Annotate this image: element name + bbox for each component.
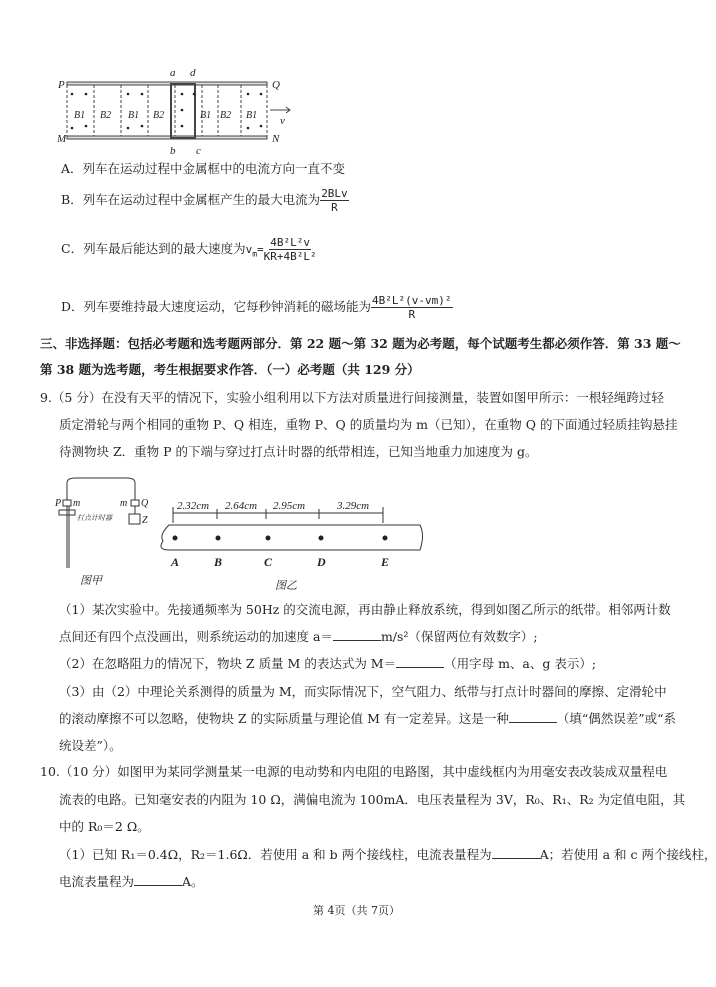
q10-line2: 流表的电路。已知毫安表的内阻为 10 Ω，满偏电流为 100mA．电压表量程为 3V，R₀、R₁、R₂ 为定值电阻，其 — [59, 792, 686, 807]
tape-point-D — [319, 536, 324, 541]
answer-blank[interactable] — [333, 628, 381, 641]
q9-part3-line1: （3）由（2）中理论关系测得的质量为 M，而实际情况下，空气阻力、纸带与打点计时器间的摩擦、定滑轮中 — [59, 684, 667, 699]
label-N: N — [272, 133, 280, 145]
q9-part1-line2 — [59, 628, 538, 646]
option-c: C．列车最后能达到的最大速度为$v_m=$ $\frac{\text{4B²L²v}}{\text{KR+4B²L²}}$ — [61, 236, 317, 263]
vm-subscript: m — [252, 249, 258, 259]
label-Q: Q — [141, 498, 149, 509]
q9-part2-hint: （用字母 m、a、g 表示）; — [444, 656, 597, 671]
tape-point-E — [383, 536, 388, 541]
q10-part1-text2: A；若使用 a 和 c 两个接线柱， — [539, 847, 716, 862]
option-c-fraction — [264, 236, 317, 263]
section-heading-line1: 三、非选择题：包括必考题和选考题两部分．第 22 题～第 32 题为必考题，每个试题考生都必须作答．第 33 题～ — [40, 336, 681, 351]
field-label: B2 — [220, 110, 232, 121]
q10-part1-text3: 电流表量程为 — [59, 874, 135, 889]
answer-blank[interactable] — [492, 846, 540, 859]
figure-magnetic-track — [58, 62, 298, 158]
distance-CD: 2.95cm — [273, 500, 306, 512]
label-P: P — [55, 498, 62, 509]
fraction-denominator: R — [331, 201, 338, 214]
label-d: d — [190, 67, 196, 79]
figure-paper-tape — [155, 495, 430, 595]
q9-part3-hint: （填“偶然误差”或“系 — [556, 711, 677, 726]
label-D: D — [317, 555, 326, 569]
label-a: a — [170, 67, 176, 79]
q10-part1-line1 — [59, 846, 716, 864]
option-d-fraction — [371, 294, 452, 321]
label-E: E — [381, 555, 390, 569]
answer-blank[interactable] — [509, 710, 557, 723]
q9-part2 — [59, 655, 596, 673]
label-c: c — [196, 145, 201, 157]
q10-part1-unit: A。 — [182, 874, 204, 889]
label-Q: Q — [272, 79, 280, 91]
label-M: M — [57, 133, 67, 145]
option-a: A．列车在运动过程中金属框中的电流方向一直不变 — [61, 161, 346, 176]
option-b-text: B．列车在运动过程中金属框产生的最大电流为 — [61, 192, 321, 207]
fraction-numerator: 4B²L²(v-vm)² — [372, 294, 452, 307]
q9-part3-text: 的滚动摩擦不可以忽略，使物块 Z 的实际质量与理论值 M 有一定差异。这是一种 — [59, 711, 509, 726]
answer-blank[interactable] — [396, 655, 444, 668]
caption-yi: 图乙 — [275, 580, 297, 592]
label-B: B — [214, 555, 223, 569]
option-c-text: C．列车最后能达到的最大速度为 — [61, 241, 246, 256]
label-Z: Z — [142, 515, 148, 526]
label-v: v — [280, 115, 285, 127]
q9-part1-line1: （1）某次实验中。先接通频率为 50Hz 的交流电源，再由静止释放系统，得到如图乙所示的纸带。相邻两计数 — [59, 602, 671, 617]
option-d-text: D．列车要维持最大速度运动，它每秒钟消耗的磁场能为 — [61, 299, 372, 314]
distance-DE: 3.29cm — [337, 500, 370, 512]
q10-line3: 中的 R₀＝2 Ω。 — [59, 819, 150, 834]
q10-part1-text: （1）已知 R₁＝0.4Ω，R₂＝1.6Ω．若使用 a 和 b 两个接线柱，电流表量程为 — [59, 847, 492, 862]
page-footer: 第 4页（共 7页） — [313, 904, 400, 917]
fraction-denominator: R — [408, 308, 416, 321]
field-label: B1 — [128, 110, 140, 121]
label-P: P — [58, 79, 65, 91]
q9-part2-text: （2）在忽略阻力的情况下，物块 Z 质量 M 的表达式为 M＝ — [59, 656, 397, 671]
q10-part1-line2 — [59, 873, 204, 891]
field-label: B2 — [100, 110, 112, 121]
tape-point-A — [173, 536, 178, 541]
fraction-numerator: 4B²L²v — [270, 236, 311, 249]
option-b-fraction — [320, 187, 349, 214]
option-d — [61, 294, 453, 321]
q9-line2: 质定滑轮与两个相同的重物 P、Q 相连，重物 P、Q 的质量均为 m（已知），在重物 Q 的下面通过轻质挂钩悬挂 — [59, 417, 678, 432]
tape-point-C — [266, 536, 271, 541]
field-label: B1 — [74, 110, 86, 121]
q9-part3-line2 — [59, 710, 676, 728]
timer-label: 打点计时器 — [77, 514, 112, 522]
label-C: C — [264, 555, 273, 569]
q9-part1-text: 点间还有四个点没画出，则系统运动的加速度 a＝ — [59, 629, 333, 644]
label-A: A — [171, 555, 180, 569]
distance-AB: 2.32cm — [177, 500, 210, 512]
section-heading-line2: 第 38 题为选考题，考生根据要求作答．（一）必考题（共 129 分） — [40, 362, 420, 377]
q9-part1-unit: m/s²（保留两位有效数字）; — [380, 629, 538, 644]
caption-jia: 图甲 — [80, 575, 102, 587]
figure-pulley-apparatus — [55, 480, 155, 600]
vm-symbol: v — [245, 243, 253, 256]
field-label: B1 — [246, 110, 258, 121]
label-m: m — [120, 498, 128, 509]
q9-part3-line3: 统设差”）。 — [59, 738, 122, 753]
label-m: m — [73, 498, 81, 509]
q9-line1: 9.（5 分）在没有天平的情况下，实验小组利用以下方法对质量进行间接测量，装置如图甲所示：一根轻绳跨过轻 — [40, 390, 664, 405]
field-label: B2 — [153, 110, 165, 121]
q10-line1: 10.（10 分）如图甲为某同学测量某一电源的电动势和内电阻的电路图，其中虚线框内为用毫安表改装成双量程电 — [40, 764, 668, 779]
tape-point-B — [216, 536, 221, 541]
fraction-denominator: KR+4B²L² — [263, 250, 317, 263]
option-b — [61, 187, 349, 214]
distance-BC: 2.64cm — [225, 500, 258, 512]
label-b: b — [170, 145, 176, 157]
q9-line3: 待测物块 Z．重物 P 的下端与穿过打点计时器的纸带相连，已知当地重力加速度为 g。 — [59, 444, 538, 459]
fraction-numerator: 2BLv — [321, 187, 348, 200]
field-label: B1 — [200, 110, 212, 121]
answer-blank[interactable] — [134, 873, 182, 886]
